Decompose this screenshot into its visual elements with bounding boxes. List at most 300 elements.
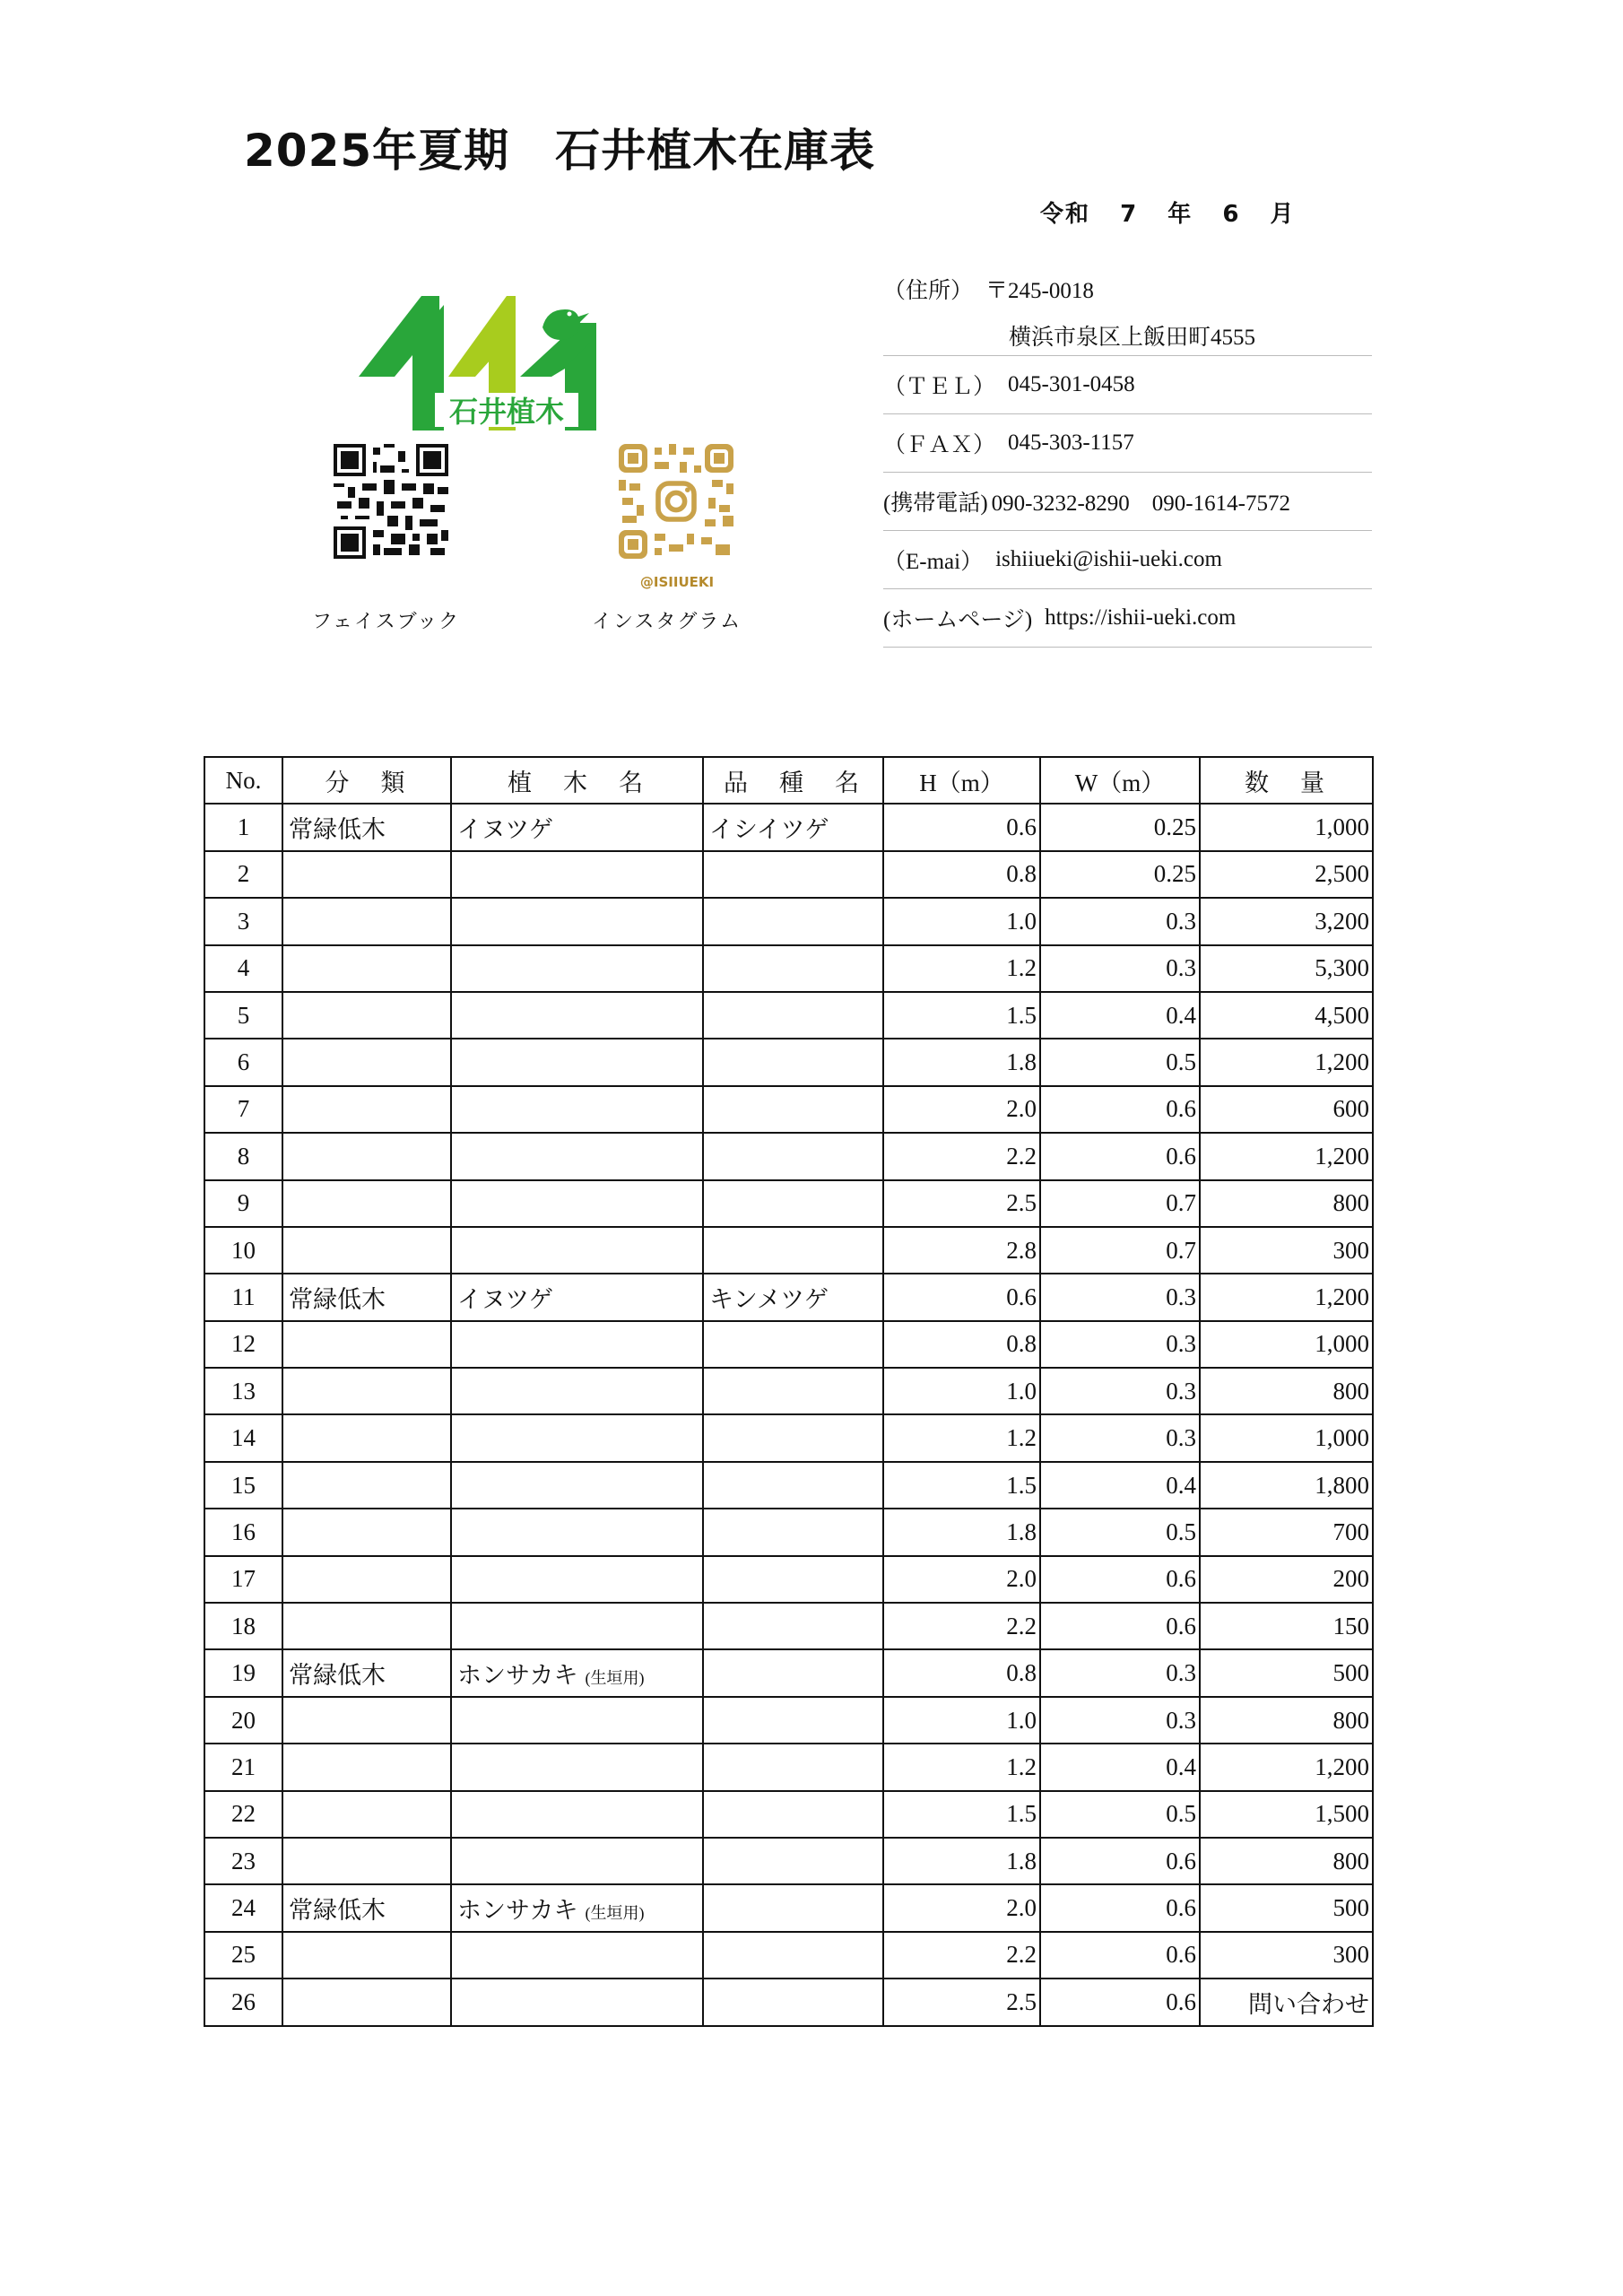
row-variety	[703, 1039, 883, 1085]
row-plant-name	[451, 1838, 703, 1884]
email-address[interactable]: ishiiueki@ishii-ueki.com	[995, 547, 1222, 571]
row-quantity	[1200, 1932, 1373, 1979]
row-height	[883, 1556, 1040, 1603]
table-row	[204, 1979, 1373, 2025]
row-quantity	[1200, 945, 1373, 992]
row-width-text: 0.4	[1166, 1001, 1196, 1029]
table-row	[204, 1086, 1373, 1133]
row-width-text: 0.6	[1166, 1142, 1196, 1170]
row-width	[1040, 851, 1200, 898]
mobile-row	[883, 473, 1372, 531]
date-month-unit: 月	[1270, 201, 1296, 228]
row-width-text: 0.3	[1166, 1283, 1196, 1310]
row-quantity	[1200, 1086, 1373, 1133]
row-height	[883, 1414, 1040, 1461]
row-height-text: 0.6	[1006, 1283, 1037, 1310]
col-header-quantity: 数 量	[1200, 757, 1373, 804]
row-plant-name	[451, 1603, 703, 1649]
row-quantity-text: 500	[1332, 1659, 1369, 1687]
row-quantity	[1200, 1791, 1373, 1838]
table-row	[204, 1838, 1373, 1884]
row-height-text: 1.0	[1006, 1377, 1037, 1405]
row-width-text: 0.6	[1166, 1987, 1196, 2015]
row-category	[282, 945, 451, 992]
row-height-text: 2.0	[1006, 1894, 1037, 1922]
row-quantity	[1200, 1509, 1373, 1555]
row-width-text: 0.3	[1166, 1659, 1196, 1687]
row-no	[204, 945, 282, 992]
row-quantity-text: 2,500	[1315, 860, 1369, 888]
row-category	[282, 851, 451, 898]
row-no	[204, 1509, 282, 1555]
row-height-text: 1.2	[1006, 1424, 1037, 1452]
row-category	[282, 1321, 451, 1368]
row-plant-name	[451, 1509, 703, 1555]
row-height	[883, 1791, 1040, 1838]
row-height-text: 2.0	[1006, 1095, 1037, 1123]
row-height-text: 0.8	[1006, 1659, 1037, 1687]
row-width	[1040, 1133, 1200, 1179]
row-width	[1040, 1884, 1200, 1931]
row-height-text: 0.8	[1006, 860, 1037, 888]
row-height-text: 1.8	[1006, 1518, 1037, 1545]
row-plant-name	[451, 1227, 703, 1274]
row-no-text: 23	[231, 1847, 256, 1874]
table-row	[204, 1133, 1373, 1179]
row-no	[204, 1086, 282, 1133]
logo-text: 石井植木	[448, 395, 565, 429]
table-header-row	[204, 757, 1373, 804]
row-plant-name	[451, 1414, 703, 1461]
row-height	[883, 1932, 1040, 1979]
row-width	[1040, 804, 1200, 850]
row-no-text: 14	[231, 1424, 256, 1452]
row-category	[282, 1791, 451, 1838]
row-variety	[703, 1649, 883, 1696]
row-variety	[703, 945, 883, 992]
table-row	[204, 804, 1373, 850]
row-width-text: 0.3	[1166, 1330, 1196, 1358]
table-row	[204, 1884, 1373, 1931]
row-plant-name-text: ホンサカキ	[457, 1662, 578, 1690]
row-height	[883, 945, 1040, 992]
row-quantity-text: 1,800	[1315, 1471, 1369, 1499]
row-category	[282, 1227, 451, 1274]
row-plant-name	[451, 1697, 703, 1744]
row-no-text: 8	[237, 1142, 250, 1170]
instagram-qr-code[interactable]	[619, 444, 733, 559]
row-width	[1040, 1603, 1200, 1649]
row-no	[204, 1227, 282, 1274]
row-category	[282, 898, 451, 944]
row-width	[1040, 1368, 1200, 1414]
row-quantity	[1200, 804, 1373, 850]
row-width	[1040, 1979, 1200, 2025]
row-quantity-text: 150	[1332, 1612, 1369, 1639]
tel-row	[883, 356, 1372, 414]
row-category	[282, 1180, 451, 1227]
row-height	[883, 1274, 1040, 1320]
street-address: 横浜市泉区上飯田町4555	[1009, 326, 1256, 350]
row-width	[1040, 1227, 1200, 1274]
row-no-text: 11	[231, 1283, 256, 1310]
postal-code: 〒245-0018	[985, 279, 1094, 303]
row-no	[204, 1133, 282, 1179]
row-variety	[703, 1603, 883, 1649]
row-no-text: 20	[231, 1706, 256, 1734]
row-width	[1040, 1462, 1200, 1509]
mobile-numbers[interactable]: 090-3232-8290 090-1614-7572	[991, 491, 1290, 516]
row-category	[282, 1556, 451, 1603]
row-height	[883, 1744, 1040, 1790]
row-height	[883, 1884, 1040, 1931]
table-row	[204, 1274, 1373, 1320]
row-height-text: 1.8	[1006, 1048, 1037, 1076]
email-row	[883, 531, 1372, 589]
row-quantity-text: 1,200	[1315, 1142, 1369, 1170]
row-height	[883, 1086, 1040, 1133]
row-height-text: 1.5	[1006, 1001, 1037, 1029]
row-height	[883, 1603, 1040, 1649]
row-no	[204, 1321, 282, 1368]
row-category	[282, 1274, 451, 1320]
row-height-text: 2.2	[1006, 1941, 1037, 1969]
homepage-row	[883, 589, 1372, 648]
homepage-link[interactable]: https://ishii-ueki.com	[1045, 605, 1237, 630]
row-height-text: 2.5	[1006, 1987, 1037, 2015]
row-width-text: 0.6	[1166, 1894, 1196, 1922]
row-height	[883, 1321, 1040, 1368]
row-plant-name	[451, 1368, 703, 1414]
row-quantity-text: 1,000	[1315, 813, 1369, 841]
row-category	[282, 1932, 451, 1979]
row-width-text: 0.5	[1166, 1800, 1196, 1828]
date-era: 令和	[1040, 201, 1091, 228]
table-row	[204, 1603, 1373, 1649]
row-width-text: 0.25	[1153, 813, 1196, 841]
table-row	[204, 1039, 1373, 1085]
row-quantity	[1200, 1321, 1373, 1368]
row-quantity	[1200, 851, 1373, 898]
row-variety-text: キンメツゲ	[709, 1285, 829, 1313]
row-plant-name-text: イヌツゲ	[457, 1285, 553, 1313]
row-no	[204, 1791, 282, 1838]
row-width	[1040, 1791, 1200, 1838]
row-height	[883, 1649, 1040, 1696]
row-plant-name	[451, 898, 703, 944]
row-variety	[703, 1462, 883, 1509]
row-plant-name	[451, 851, 703, 898]
row-plant-name	[451, 1744, 703, 1790]
row-variety	[703, 1838, 883, 1884]
col-header-variety: 品 種 名	[703, 757, 883, 804]
row-quantity-text: 1,200	[1315, 1048, 1369, 1076]
row-quantity	[1200, 1603, 1373, 1649]
row-height-text: 1.5	[1006, 1471, 1037, 1499]
col-header-category: 分 類	[282, 757, 451, 804]
row-quantity-text: 3,200	[1315, 907, 1369, 935]
row-plant-name	[451, 1274, 703, 1320]
fax-number: 045-303-1157	[1008, 430, 1134, 455]
row-width-text: 0.3	[1166, 1706, 1196, 1734]
row-category	[282, 1603, 451, 1649]
row-no	[204, 1744, 282, 1790]
row-category-text: 常緑低木	[289, 816, 386, 844]
fax-label: （ＦＡＸ）	[883, 433, 996, 457]
row-variety-text: イシイツゲ	[709, 816, 829, 844]
row-height-text: 2.0	[1006, 1565, 1037, 1593]
row-variety	[703, 1133, 883, 1179]
table-row	[204, 1227, 1373, 1274]
row-no	[204, 1884, 282, 1931]
row-height-text: 1.2	[1006, 1752, 1037, 1780]
row-plant-name	[451, 1649, 703, 1696]
row-quantity-text: 1,200	[1315, 1752, 1369, 1780]
row-height-text: 0.8	[1006, 1330, 1037, 1358]
row-height	[883, 1462, 1040, 1509]
row-plant-name	[451, 1556, 703, 1603]
row-width	[1040, 1932, 1200, 1979]
row-height-text: 1.0	[1006, 1706, 1037, 1734]
row-width-text: 0.5	[1166, 1048, 1196, 1076]
row-plant-name	[451, 1791, 703, 1838]
row-quantity	[1200, 1227, 1373, 1274]
row-quantity	[1200, 992, 1373, 1039]
row-no	[204, 1603, 282, 1649]
row-category	[282, 1649, 451, 1696]
row-width-text: 0.6	[1166, 1612, 1196, 1639]
row-no-text: 19	[231, 1659, 256, 1687]
row-plant-name	[451, 1321, 703, 1368]
row-no	[204, 1368, 282, 1414]
row-width	[1040, 898, 1200, 944]
row-quantity-text: 800	[1332, 1189, 1369, 1217]
row-no	[204, 1838, 282, 1884]
row-no-text: 26	[231, 1987, 256, 2015]
row-no	[204, 1414, 282, 1461]
row-category	[282, 1039, 451, 1085]
row-variety	[703, 804, 883, 850]
row-variety	[703, 992, 883, 1039]
table-row	[204, 1791, 1373, 1838]
row-quantity-text: 800	[1332, 1706, 1369, 1734]
table-row	[204, 1697, 1373, 1744]
row-quantity-text: 1,000	[1315, 1330, 1369, 1358]
row-quantity-text: 1,500	[1315, 1800, 1369, 1828]
address-row	[883, 269, 1372, 356]
row-width	[1040, 1509, 1200, 1555]
facebook-qr-code[interactable]	[334, 444, 448, 559]
row-width-text: 0.7	[1166, 1236, 1196, 1264]
row-no	[204, 1556, 282, 1603]
row-quantity	[1200, 1274, 1373, 1320]
row-no-text: 2	[237, 860, 250, 888]
row-quantity	[1200, 1649, 1373, 1696]
row-height-text: 2.2	[1006, 1142, 1037, 1170]
row-quantity	[1200, 1697, 1373, 1744]
row-width	[1040, 1697, 1200, 1744]
homepage-label: (ホームページ)	[883, 608, 1033, 632]
row-width	[1040, 1086, 1200, 1133]
row-no-text: 6	[237, 1048, 250, 1076]
row-variety	[703, 1180, 883, 1227]
row-quantity	[1200, 1462, 1373, 1509]
address-label: （住所）	[883, 279, 974, 303]
row-width	[1040, 945, 1200, 992]
row-quantity-text: 500	[1332, 1894, 1369, 1922]
tel-label: （ＴＥＬ）	[883, 375, 996, 399]
row-height-text: 1.2	[1006, 954, 1037, 982]
row-width-text: 0.7	[1166, 1189, 1196, 1217]
plant-name-note: (生垣用)	[585, 1669, 645, 1688]
row-no	[204, 1462, 282, 1509]
page-title: 2025年夏期 石井植木在庫表	[244, 125, 876, 177]
row-quantity-text: 問い合わせ	[1248, 1990, 1369, 2018]
row-category	[282, 1368, 451, 1414]
row-category	[282, 804, 451, 850]
row-plant-name-text: イヌツゲ	[457, 816, 553, 844]
row-height-text: 1.8	[1006, 1847, 1037, 1874]
row-plant-name	[451, 1462, 703, 1509]
table-row	[204, 851, 1373, 898]
row-quantity-text: 5,300	[1315, 954, 1369, 982]
row-no	[204, 1180, 282, 1227]
table-row	[204, 1509, 1373, 1555]
row-no-text: 16	[231, 1518, 256, 1545]
row-width	[1040, 1180, 1200, 1227]
row-no	[204, 1274, 282, 1320]
row-width-text: 0.3	[1166, 954, 1196, 982]
row-height-text: 0.6	[1006, 813, 1037, 841]
table-row	[204, 1414, 1373, 1461]
row-no	[204, 898, 282, 944]
row-variety	[703, 1979, 883, 2025]
row-no-text: 15	[231, 1471, 256, 1499]
row-variety	[703, 1697, 883, 1744]
row-category	[282, 1838, 451, 1884]
row-quantity	[1200, 1884, 1373, 1931]
row-quantity-text: 800	[1332, 1847, 1369, 1874]
table-row	[204, 1649, 1373, 1696]
row-width-text: 0.6	[1166, 1565, 1196, 1593]
row-no	[204, 992, 282, 1039]
fax-row	[883, 414, 1372, 473]
table-row	[204, 898, 1373, 944]
row-no-text: 25	[231, 1941, 256, 1969]
row-variety	[703, 1556, 883, 1603]
table-row	[204, 945, 1373, 992]
row-height-text: 2.8	[1006, 1236, 1037, 1264]
row-quantity	[1200, 1744, 1373, 1790]
col-header-plant-name: 植 木 名	[451, 757, 703, 804]
row-plant-name	[451, 945, 703, 992]
row-height	[883, 898, 1040, 944]
row-quantity-text: 300	[1332, 1236, 1369, 1264]
date-month: 6	[1222, 201, 1241, 228]
row-plant-name	[451, 1133, 703, 1179]
table-body	[204, 804, 1373, 2025]
row-width-text: 0.25	[1153, 860, 1196, 888]
row-variety	[703, 1884, 883, 1931]
row-height	[883, 804, 1040, 850]
row-variety	[703, 1274, 883, 1320]
row-quantity	[1200, 898, 1373, 944]
row-variety	[703, 898, 883, 944]
row-width-text: 0.4	[1166, 1471, 1196, 1499]
table-row	[204, 1368, 1373, 1414]
row-plant-name-text: ホンサカキ	[457, 1897, 578, 1925]
table-row	[204, 1932, 1373, 1979]
row-plant-name	[451, 1180, 703, 1227]
plant-name-note: (生垣用)	[585, 1904, 645, 1923]
row-quantity-text: 600	[1332, 1095, 1369, 1123]
row-width	[1040, 1321, 1200, 1368]
row-variety	[703, 1791, 883, 1838]
row-variety	[703, 1509, 883, 1555]
row-plant-name	[451, 1086, 703, 1133]
row-no-text: 24	[231, 1894, 256, 1922]
row-no-text: 17	[231, 1565, 256, 1593]
row-category	[282, 1462, 451, 1509]
row-width	[1040, 1414, 1200, 1461]
row-quantity-text: 1,200	[1315, 1283, 1369, 1310]
row-height	[883, 1180, 1040, 1227]
row-height-text: 2.2	[1006, 1612, 1037, 1639]
row-category	[282, 1414, 451, 1461]
row-height-text: 1.5	[1006, 1800, 1037, 1828]
date-year-unit: 年	[1167, 201, 1193, 228]
row-plant-name	[451, 1039, 703, 1085]
row-no-text: 7	[237, 1095, 250, 1123]
table-row	[204, 1556, 1373, 1603]
row-width	[1040, 1649, 1200, 1696]
row-plant-name	[451, 1932, 703, 1979]
row-width	[1040, 1556, 1200, 1603]
row-no-text: 12	[231, 1330, 256, 1358]
row-width-text: 0.3	[1166, 907, 1196, 935]
row-quantity-text: 700	[1332, 1518, 1369, 1545]
row-quantity-text: 4,500	[1315, 1001, 1369, 1029]
row-height	[883, 1509, 1040, 1555]
row-width	[1040, 1274, 1200, 1320]
row-category	[282, 1697, 451, 1744]
row-height	[883, 1133, 1040, 1179]
row-quantity	[1200, 1556, 1373, 1603]
col-header-no: No.	[204, 757, 282, 804]
row-no	[204, 1979, 282, 2025]
row-height	[883, 1039, 1040, 1085]
row-variety	[703, 851, 883, 898]
row-quantity	[1200, 1368, 1373, 1414]
row-height-text: 2.5	[1006, 1189, 1037, 1217]
col-header-height: H（m）	[883, 757, 1040, 804]
row-category-text: 常緑低木	[289, 1285, 386, 1313]
row-no	[204, 1649, 282, 1696]
row-quantity-text: 200	[1332, 1565, 1369, 1593]
row-category	[282, 1744, 451, 1790]
tel-number[interactable]: 045-301-0458	[1008, 372, 1135, 396]
row-category-text: 常緑低木	[289, 1662, 386, 1690]
company-logo	[359, 287, 628, 430]
table-row	[204, 1321, 1373, 1368]
col-header-width: W（m）	[1040, 757, 1200, 804]
row-plant-name	[451, 992, 703, 1039]
row-height	[883, 851, 1040, 898]
row-width-text: 0.4	[1166, 1752, 1196, 1780]
date-year: 7	[1120, 201, 1139, 228]
row-width-text: 0.6	[1166, 1847, 1196, 1874]
row-no-text: 5	[237, 1001, 250, 1029]
